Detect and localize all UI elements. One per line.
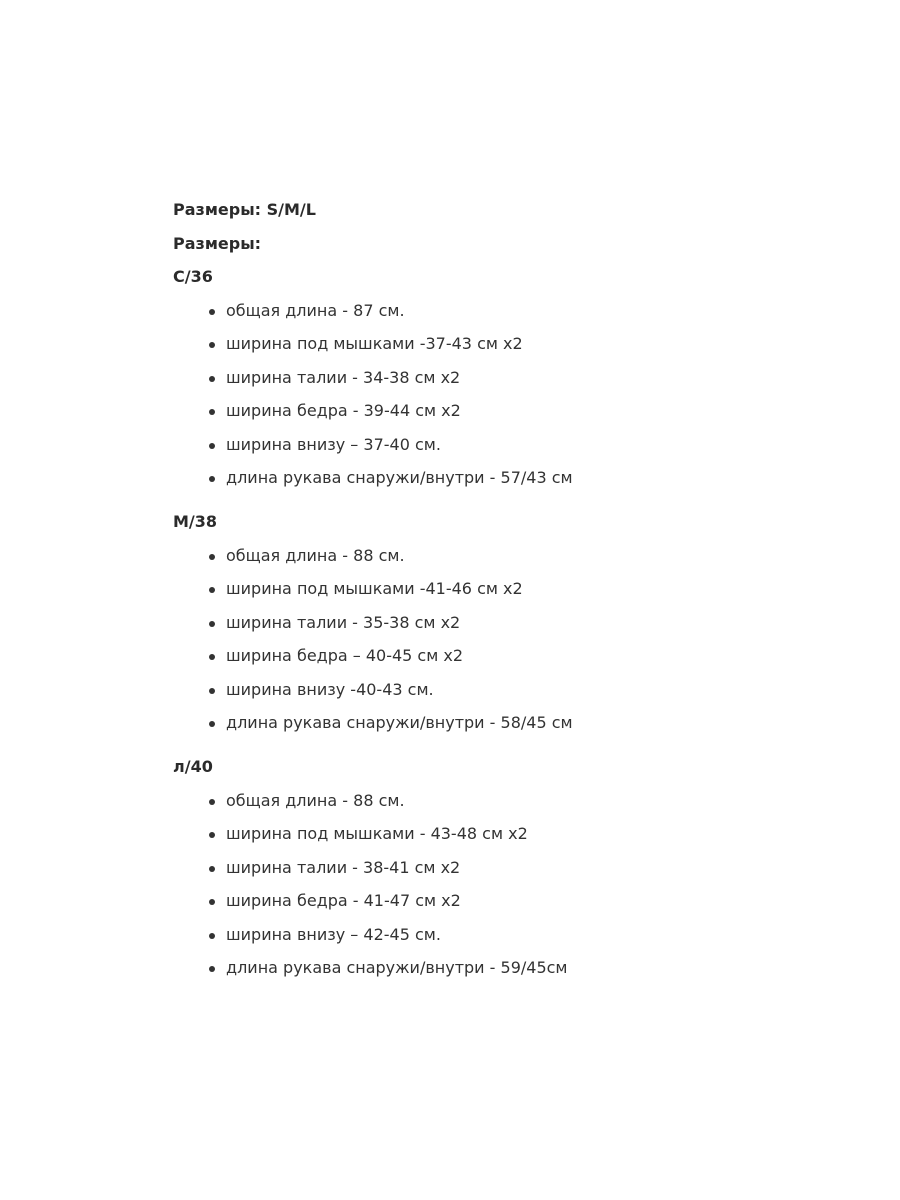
measurement-text: ширина талии - 35-38 см x2 — [226, 612, 461, 632]
bullet-icon — [209, 688, 215, 694]
bullet-icon — [209, 899, 215, 905]
bullet-icon — [209, 443, 215, 449]
measurement-text: общая длина - 88 см. — [226, 545, 405, 565]
measurement-text: ширина внизу – 42-45 см. — [226, 924, 441, 944]
bullet-icon — [209, 621, 215, 627]
bullet-icon — [209, 721, 215, 727]
measurement-text: ширина талии - 38-41 см x2 — [226, 857, 461, 877]
measurement-text: общая длина - 87 см. — [226, 300, 405, 320]
size-section-l40 — [173, 755, 853, 980]
measurement-text: ширина талии - 34-38 см x2 — [226, 367, 461, 387]
measurement-item — [207, 822, 853, 846]
measurement-item — [207, 299, 853, 323]
bullet-icon — [209, 587, 215, 593]
size-chart — [173, 198, 853, 980]
measurement-text: ширина бедра - 39-44 см x2 — [226, 401, 461, 420]
size-section-m38 — [173, 510, 853, 735]
size-section-title: С/36 — [173, 267, 213, 286]
measurement-item — [207, 433, 853, 457]
bullet-icon — [209, 799, 215, 805]
measurement-item — [207, 466, 853, 490]
measurement-item — [207, 789, 853, 813]
bullet-icon — [209, 933, 215, 939]
measurement-item — [207, 332, 853, 356]
measurement-item — [207, 678, 853, 702]
sizes-available-heading: Размеры: S/M/L — [173, 200, 316, 219]
measurement-item — [207, 889, 853, 913]
bullet-icon — [209, 342, 215, 348]
measurement-text: ширина бедра - 41-47 см x2 — [226, 891, 461, 910]
sizes-label-heading: Размеры: — [173, 233, 262, 253]
bullet-icon — [209, 554, 215, 560]
measurement-item — [207, 923, 853, 947]
measurement-text: длина рукава снаружи/внутри - 57/43 см — [226, 468, 573, 487]
measurement-text: длина рукава снаружи/внутри - 59/45см — [226, 958, 568, 977]
measurement-item — [207, 856, 853, 880]
bullet-icon — [209, 409, 215, 415]
measurement-item — [207, 399, 853, 423]
bullet-icon — [209, 832, 215, 838]
measurement-item — [207, 611, 853, 635]
measurement-text: ширина под мышками - 43-48 см x2 — [226, 824, 528, 843]
measurement-text: длина рукава снаружи/внутри - 58/45 см — [226, 713, 573, 732]
measurements-list — [173, 789, 853, 981]
bullet-icon — [209, 376, 215, 382]
size-section-title: л/40 — [173, 757, 213, 776]
size-section-s36 — [173, 265, 853, 490]
bullet-icon — [209, 966, 215, 972]
measurement-text: ширина под мышками -37-43 см x2 — [226, 334, 523, 353]
measurement-item — [207, 711, 853, 735]
size-section-title: М/38 — [173, 512, 218, 531]
measurement-text: ширина бедра – 40-45 см x2 — [226, 646, 464, 665]
measurement-text: ширина внизу – 37-40 см. — [226, 434, 441, 454]
measurement-item — [207, 544, 853, 568]
measurement-item — [207, 644, 853, 668]
bullet-icon — [209, 866, 215, 872]
bullet-icon — [209, 309, 215, 315]
measurement-item — [207, 366, 853, 390]
measurement-item — [207, 956, 853, 980]
measurement-text: общая длина - 88 см. — [226, 790, 405, 810]
measurements-list — [173, 544, 853, 736]
bullet-icon — [209, 654, 215, 660]
measurement-text: ширина внизу -40-43 см. — [226, 679, 434, 699]
bullet-icon — [209, 476, 215, 482]
measurement-text: ширина под мышками -41-46 см x2 — [226, 579, 523, 598]
measurement-item — [207, 577, 853, 601]
measurements-list — [173, 299, 853, 491]
